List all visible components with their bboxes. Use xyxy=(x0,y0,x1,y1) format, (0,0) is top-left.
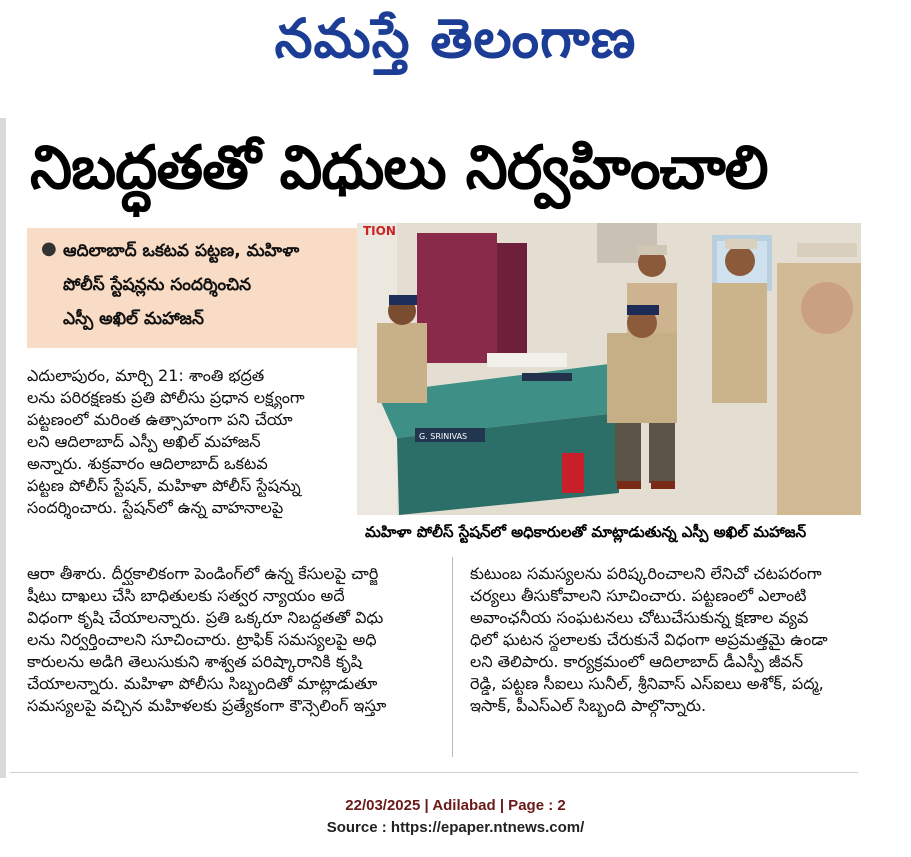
photo-illustration xyxy=(357,223,861,515)
bottom-rule xyxy=(10,772,858,773)
highlight-box xyxy=(27,228,357,348)
article-column-left-top xyxy=(27,365,357,519)
highlight-line: ఆదిలాబాద్ ఒకటవ పట్టణ, మహిళా xyxy=(63,241,300,261)
page-footer xyxy=(0,795,911,839)
article-line: ధిలో ఘటన స్థలాలకు చేరుకునే విధంగా అప్రమత్తమై ఉండా xyxy=(470,630,828,649)
article-line: రెడ్డి, పట్టణ సీఐలు సునీల్, శ్రీనివాస్ ఎస్ఐలు అశోక్, పద్మ, xyxy=(470,674,824,693)
article-line: చేయాలన్నారు. మహిళా పోలీసు సిబ్బందితో మాట్లాడుతూ xyxy=(27,674,378,693)
newspaper-logo-title: నమస్తే తెలంగాణ xyxy=(274,6,637,70)
article-line: లను నిర్వర్తించాలని సూచించారు. ట్రాఫిక్ సమస్యలపై అధి xyxy=(27,630,377,649)
article-line: సమస్యలపై వచ్చిన మహిళలకు ప్రత్యేకంగా కౌన్సెలింగ్ ఇస్తూ xyxy=(27,696,387,715)
article-line: లను పరిరక్షణకు ప్రతి పోలీసు ప్రధాన లక్ష్యంగా xyxy=(27,388,305,407)
news-photo xyxy=(357,223,861,515)
highlight-line: ఎస్పీ అఖిల్ మహాజన్ xyxy=(63,309,204,329)
column-divider xyxy=(452,557,453,757)
photo-caption: మహిళా పోలీస్ స్టేషన్‌లో అధికారులతో మాట్లాడుతున్న ఎస్పీ అఖిల్ మహాజన్ xyxy=(365,523,807,541)
bullet-icon: ● xyxy=(41,238,57,259)
article-line: కుటుంబ సమస్యలను పరిష్కరించాలని లేనిచో చటపరంగా xyxy=(470,564,822,583)
article-line: ఆరా తీశారు. దీర్ఘకాలికంగా పెండింగ్‌లో ఉన్న కేసులపై చార్జి xyxy=(27,564,379,583)
article-line: సందర్శించారు. స్టేషన్‌లో ఉన్న వాహనాలపై xyxy=(27,498,284,517)
article-column-right xyxy=(470,563,860,717)
highlight-text xyxy=(63,234,353,336)
article-line: లని తెలిపారు. కార్యక్రమంలో ఆదిలాబాద్ డీఎస్పీ జీవన్ xyxy=(470,652,804,671)
footer-dateline: 22/03/2025 | Adilabad | Page : 2 xyxy=(345,797,566,814)
article-line: లని ఆదిలాబాద్ ఎస్పీ అఖిల్ మహాజన్ xyxy=(27,432,261,451)
article-line: అన్నారు. శుక్రవారం ఆదిలాబాద్ ఒకటవ xyxy=(27,454,268,473)
article-line: షీటు దాఖలు చేసి బాధితులకు సత్వర న్యాయం అదే xyxy=(27,586,345,605)
article-line: అవాంఛనీయ సంఘటనలు చోటుచేసుకున్న క్షణాల వ్యవ xyxy=(470,608,809,627)
left-margin-rule xyxy=(0,118,6,778)
article-line: పట్టణ పోలీస్ స్టేషన్, మహిళా పోలీస్ స్టేషన్ను xyxy=(27,476,301,495)
article-column-left-bottom xyxy=(27,563,437,717)
highlight-line: పోలీస్ స్టేషన్లను సందర్శించిన xyxy=(63,275,252,295)
article-line: చర్యలు తీసుకోవాలని సూచించారు. పట్టణంలో ఎలాంటి xyxy=(470,586,807,605)
article-headline: నిబద్ధతతో విధులు నిర్వహించాలి xyxy=(30,133,768,203)
nameplate-text: G. SRINIVAS xyxy=(419,432,468,441)
masthead xyxy=(0,0,911,80)
article-line: పట్టణంలో మరింత ఉత్సాహంగా పని చేయా xyxy=(27,410,293,429)
article-line: విధంగా కృషి చేయాలన్నారు. ప్రతి ఒక్కరూ నిబద్ధతతో విధు xyxy=(27,608,384,627)
article-line: ఎదులాపురం, మార్చి 21: శాంతి భద్రత xyxy=(27,366,265,385)
photo-sign-text: TION xyxy=(363,224,396,238)
footer-source-link[interactable]: Source : https://epaper.ntnews.com/ xyxy=(326,819,585,836)
article-line: ఇసాక్, పీఎస్ఎల్ సిబ్బంది పాల్గొన్నారు. xyxy=(470,696,707,715)
article-line: కారులను అడిగి తెలుసుకుని శాశ్వత పరిష్కారానికి కృషి xyxy=(27,652,362,671)
